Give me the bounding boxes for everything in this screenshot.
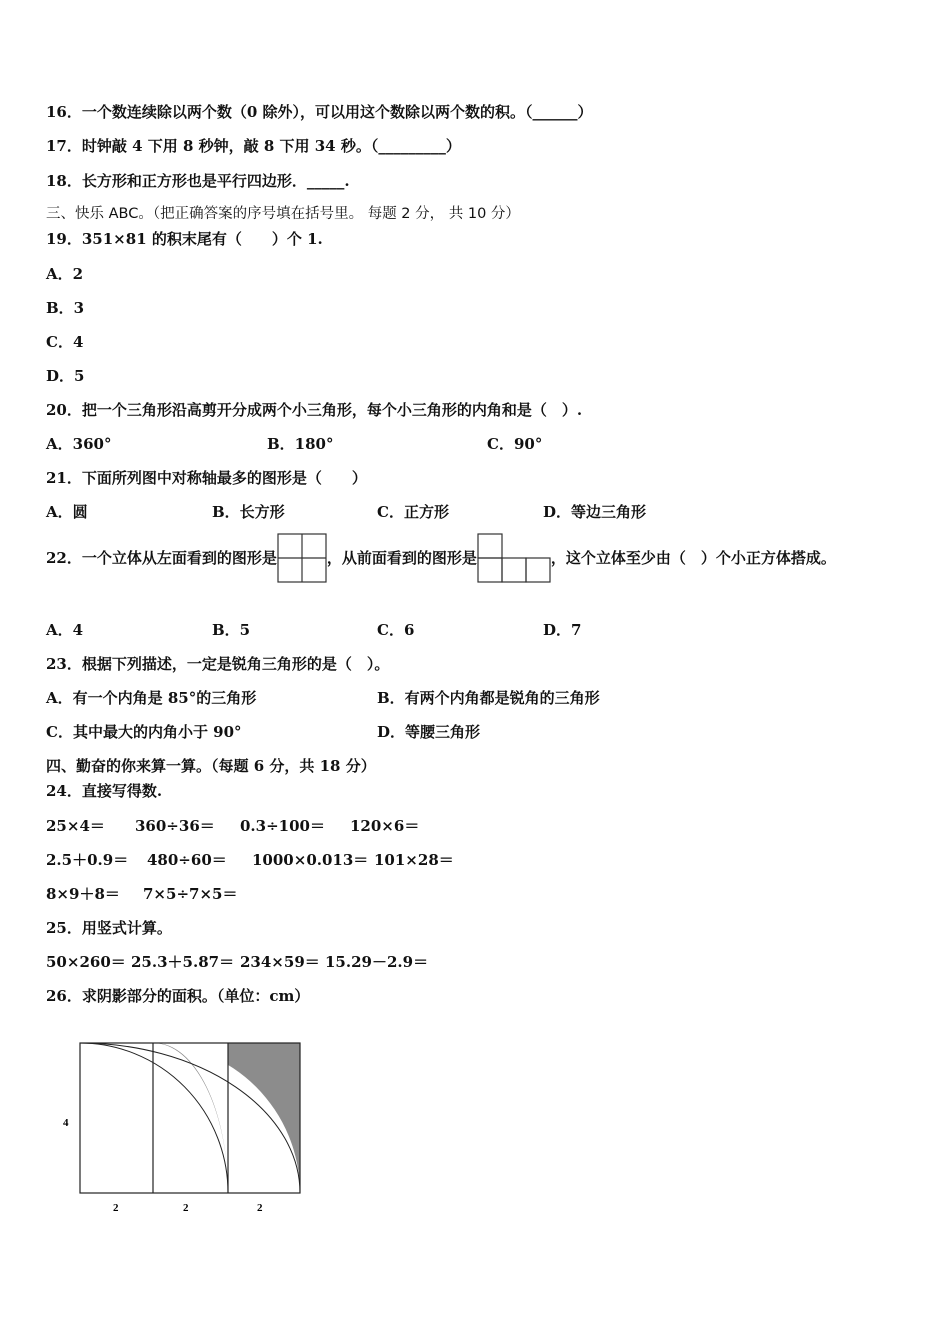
q22-text-part2: ，从前面看到的图形是: [326, 549, 477, 567]
question-19-stem: 19．351×81 的积末尾有（ ）个 1.: [46, 230, 323, 248]
width-label: 2: [183, 1202, 189, 1214]
question-23-stem: 23．根据下列描述，一定是锐角三角形的是（ ）。: [46, 655, 390, 673]
front-view-grid-icon: [477, 533, 551, 583]
q25-calc-item: 25.3＋5.87＝: [131, 953, 235, 971]
q24-calc-item: 2.5＋0.9＝: [46, 851, 129, 869]
q25-calc-item: 234×59＝: [240, 953, 320, 971]
q20-option-c: C．90°: [487, 435, 543, 453]
q21-option-a: A．圆: [46, 503, 88, 521]
q22-option-b: B．5: [212, 621, 251, 639]
q23-option-d: D．等腰三角形: [377, 723, 481, 741]
question-22-stem: [46, 533, 836, 583]
q22-text-part3: ，这个立体至少由（ ）个小正方体搭成。: [550, 549, 836, 567]
q24-calc-item: 7×5÷7×5＝: [143, 885, 238, 903]
height-label: 4: [63, 1117, 69, 1129]
question-16: 16．一个数连续除以两个数（0 除外），可以用这个数除以两个数的积。（______）: [46, 103, 593, 121]
shaded-area-figure: [55, 1035, 315, 1229]
q24-calc-item: 1000×0.013＝: [252, 851, 369, 869]
q24-calc-item: 480÷60＝: [147, 851, 227, 869]
q19-option-a: A．2: [46, 265, 84, 283]
question-17: 17．时钟敲 4 下用 8 秒钟，敲 8 下用 34 秒。（_________）: [46, 137, 461, 155]
q20-option-b: B．180°: [267, 435, 334, 453]
question-25-stem: 25．用竖式计算。: [46, 919, 172, 937]
q24-calc-item: 101×28＝: [374, 851, 454, 869]
q24-calc-item: 8×9＋8＝: [46, 885, 120, 903]
q25-calc-item: 15.29－2.9＝: [325, 953, 429, 971]
q24-calc-item: 360÷36＝: [135, 817, 215, 835]
q23-option-b: B．有两个内角都是锐角的三角形: [377, 689, 600, 707]
q22-text-part1: 22．一个立体从左面看到的图形是: [46, 549, 277, 567]
q21-option-b: B．长方形: [212, 503, 285, 521]
q24-calc-item: 0.3÷100＝: [240, 817, 325, 835]
inner-white-arc-region: [80, 1043, 228, 1193]
q21-option-c: C．正方形: [377, 503, 449, 521]
q25-calc-item: 50×260＝: [46, 953, 126, 971]
q19-option-d: D．5: [46, 367, 85, 385]
q22-option-c: C．6: [377, 621, 415, 639]
q19-option-c: C．4: [46, 333, 84, 351]
question-26-stem: 26．求阴影部分的面积。（单位：cm）: [46, 987, 310, 1005]
q19-option-b: B．3: [46, 299, 85, 317]
q23-option-a: A．有一个内角是 85°的三角形: [46, 689, 257, 707]
q21-option-d: D．等边三角形: [543, 503, 647, 521]
section-4-heading: 四、勤奋的你来算一算。（每题 6 分，共 18 分）: [46, 757, 376, 775]
shaded-area-diagram: [55, 1035, 315, 1225]
question-24-stem: 24．直接写得数.: [46, 782, 163, 800]
question-21-stem: 21．下面所列图中对称轴最多的图形是（ ）: [46, 469, 367, 487]
left-view-grid-icon: [277, 533, 327, 583]
question-18: 18．长方形和正方形也是平行四边形．_____.: [46, 172, 350, 190]
shaded-region: [80, 1043, 300, 1193]
q22-option-a: A．4: [46, 621, 84, 639]
q23-option-c: C．其中最大的内角小于 90°: [46, 723, 242, 741]
width-label: 2: [113, 1202, 119, 1214]
q20-option-a: A．360°: [46, 435, 112, 453]
q24-calc-item: 120×6＝: [350, 817, 420, 835]
q24-calc-item: 25×4＝: [46, 817, 105, 835]
q22-option-d: D．7: [543, 621, 582, 639]
question-20-stem: 20．把一个三角形沿高剪开分成两个小三角形，每个小三角形的内角和是（ ）.: [46, 401, 583, 419]
section-3-heading: 三、快乐 ABC。（把正确答案的序号填在括号里。 每题 2 分， 共 10 分）: [46, 206, 520, 222]
width-label: 2: [257, 1202, 263, 1214]
